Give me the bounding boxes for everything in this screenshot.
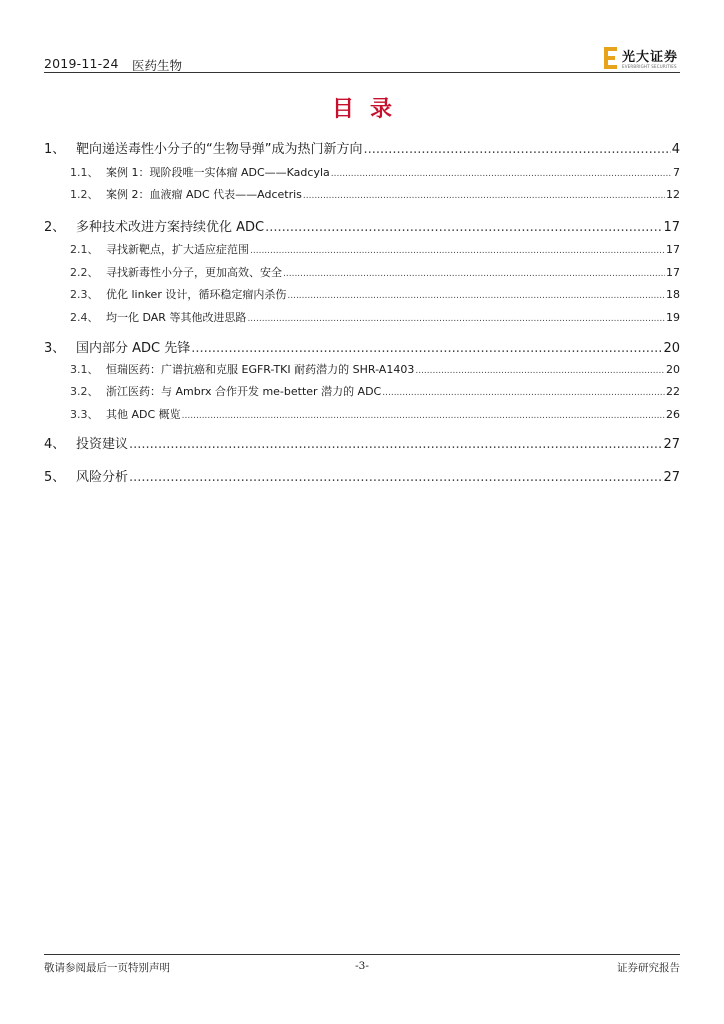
dot-leader: [182, 411, 665, 421]
toc-title: 目录: [331, 96, 408, 122]
toc-page-number: 27: [663, 437, 680, 452]
toc-number: 3.1、: [70, 363, 99, 376]
toc-entry-3-3[interactable]: [44, 406, 680, 422]
toc-number: 2.1、: [70, 243, 99, 256]
toc-number: 1、: [44, 142, 66, 157]
toc-number: 1.2、: [70, 188, 99, 201]
report-category: 医药生物: [132, 58, 183, 73]
toc-entry-1-2[interactable]: [44, 186, 680, 202]
dot-leader: [265, 220, 662, 235]
toc-page-number: 7: [673, 166, 680, 179]
toc-page-number: 26: [666, 408, 680, 421]
toc-heading: 靶向递送毒性小分子的“生物导弹”成为热门新方向: [76, 142, 363, 157]
dot-leader: [250, 246, 665, 256]
toc-heading: 投资建议: [76, 437, 129, 452]
toc-page-number: 12: [666, 188, 680, 201]
logo-text-en: EVERBRIGHT SECURITIES: [622, 64, 677, 69]
toc-page-number: 17: [666, 243, 680, 256]
everbright-logo: [604, 46, 680, 74]
toc-entry-4[interactable]: [44, 433, 680, 453]
page-number: -3-: [355, 960, 369, 972]
toc-number: 2.4、: [70, 311, 99, 324]
toc-heading: 浙江医药：与 Ambrx 合作开发 me-better 潜力的 ADC: [106, 385, 382, 398]
toc-page-number: 4: [671, 142, 680, 157]
toc-heading: 恒瑞医药：广谱抗癌和克服 EGFR-TKI 耐药潜力的 SHR-A1403: [106, 363, 415, 376]
logo-text-cn: 光大证券: [622, 50, 679, 65]
toc-heading: 优化 linker 设计，循环稳定瘤内杀伤: [106, 288, 287, 301]
toc-entry-1-1[interactable]: [44, 164, 680, 180]
toc-heading: 其他 ADC 概览: [106, 408, 181, 421]
dot-leader: [415, 366, 665, 376]
everbright-logo-icon: [604, 47, 618, 69]
disclaimer-note: 敬请参阅最后一页特别声明: [44, 962, 170, 974]
toc-number: 2.3、: [70, 288, 99, 301]
dot-leader: [247, 314, 665, 324]
toc-entry-3[interactable]: [44, 337, 680, 357]
dot-leader: [129, 470, 662, 485]
toc-heading: 均一化 DAR 等其他改进思路: [106, 311, 247, 324]
toc-page-number: 18: [666, 288, 680, 301]
toc-heading: 寻找新毒性小分子，更加高效、安全: [106, 266, 282, 279]
dot-leader: [283, 269, 665, 279]
toc-heading: 风险分析: [76, 470, 129, 485]
toc-page-number: 17: [666, 266, 680, 279]
toc-entry-3-2[interactable]: [44, 383, 680, 399]
dot-leader: [287, 291, 665, 301]
toc-page-number: 17: [663, 220, 680, 235]
header-divider: [44, 72, 680, 73]
toc-page-number: 19: [666, 311, 680, 324]
toc-heading: 案例 2：血液瘤 ADC 代表——Adcetris: [106, 188, 302, 201]
toc-entry-2-2[interactable]: [44, 264, 680, 280]
toc-page-number: 20: [663, 341, 680, 356]
report-type: 证券研究报告: [617, 962, 680, 974]
dot-leader: [382, 388, 665, 398]
toc-entry-2[interactable]: [44, 216, 680, 236]
toc-entry-1[interactable]: [44, 138, 680, 158]
dot-leader: [303, 191, 665, 201]
toc-entry-2-4[interactable]: [44, 309, 680, 325]
toc-entry-2-1[interactable]: [44, 241, 680, 257]
toc-heading: 国内部分 ADC 先锋: [76, 341, 191, 356]
toc-heading: 多种技术改进方案持续优化 ADC: [76, 220, 265, 235]
toc-number: 2.2、: [70, 266, 99, 279]
toc-number: 1.1、: [70, 166, 99, 179]
toc-page-number: 27: [663, 470, 680, 485]
page-footer: [44, 960, 680, 976]
toc-heading: 案例 1：现阶段唯一实体瘤 ADC——Kadcyla: [106, 166, 330, 179]
toc-number: 2、: [44, 220, 66, 235]
toc-entry-3-1[interactable]: [44, 361, 680, 377]
toc-page-number: 20: [666, 363, 680, 376]
toc-page-number: 22: [666, 385, 680, 398]
toc-entry-2-3[interactable]: [44, 286, 680, 302]
footer-divider: [44, 954, 680, 955]
toc-heading: 寻找新靶点，扩大适应症范围: [106, 243, 249, 256]
toc-number: 3、: [44, 341, 66, 356]
toc-number: 4、: [44, 437, 66, 452]
toc-number: 3.2、: [70, 385, 99, 398]
page-header: [44, 40, 680, 72]
dot-leader: [191, 341, 662, 356]
report-date: 2019-11-24: [44, 56, 119, 71]
dot-leader: [363, 142, 670, 157]
dot-leader: [129, 437, 662, 452]
dot-leader: [331, 169, 672, 179]
toc-number: 3.3、: [70, 408, 99, 421]
toc-entry-5[interactable]: [44, 466, 680, 486]
toc-number: 5、: [44, 470, 66, 485]
